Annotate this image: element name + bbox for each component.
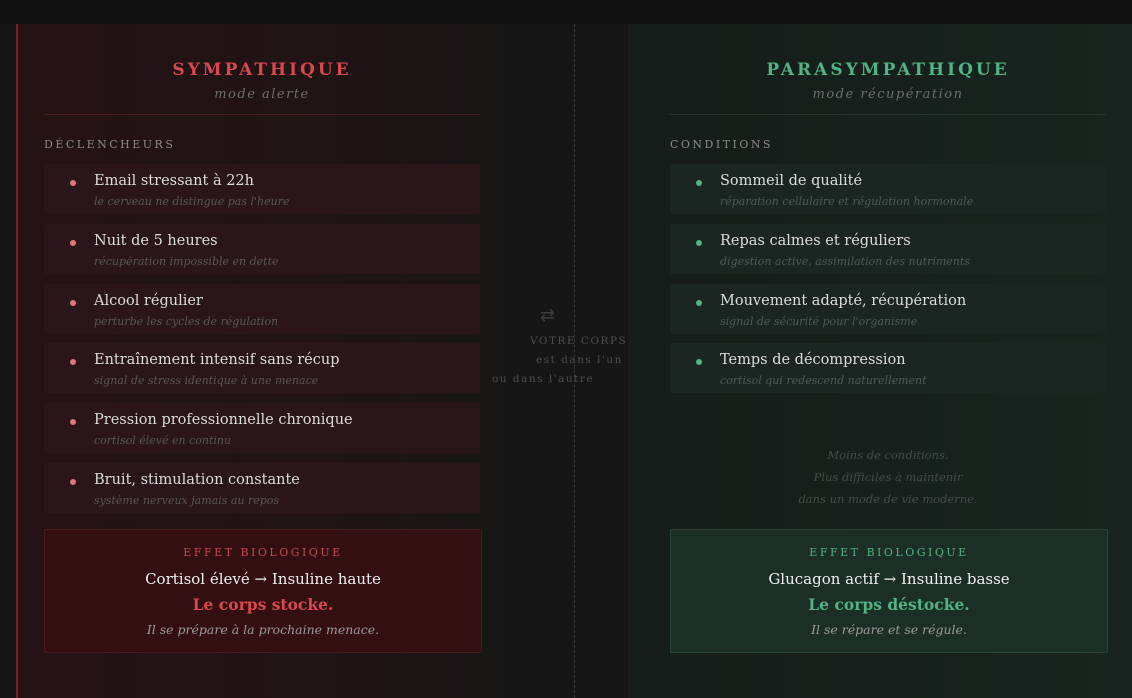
bullet-dot-icon	[70, 240, 76, 246]
condition-item	[670, 284, 1106, 334]
trigger-item	[44, 403, 480, 453]
trigger-item	[44, 224, 480, 274]
effect-subtext: Il se répare et se régule.	[811, 622, 967, 637]
bullet-dot-icon	[70, 180, 76, 186]
effect-headline: Le corps stocke.	[192, 595, 334, 614]
bullet-dot-icon	[70, 300, 76, 306]
item-subtitle: récupération impossible en dette	[94, 255, 279, 268]
item-title: Mouvement adapté, récupération	[720, 293, 967, 309]
effect-label: EFFET BIOLOGIQUE	[809, 546, 969, 559]
item-title: Repas calmes et réguliers	[720, 233, 911, 249]
item-title: Alcool régulier	[94, 293, 203, 309]
item-title: Nuit de 5 heures	[94, 233, 218, 249]
center-label-3: ou dans l'autre	[492, 373, 595, 385]
sympathetic-effect-box	[44, 529, 482, 653]
item-subtitle: cortisol qui redescend naturellement	[720, 374, 927, 387]
trigger-item	[44, 463, 480, 513]
parasympathetic-subtitle: mode récupération	[812, 87, 964, 102]
note-line-2: Plus difficiles à maintenir	[813, 470, 963, 484]
item-title: Email stressant à 22h	[94, 173, 254, 189]
sympathetic-subtitle: mode alerte	[214, 87, 310, 102]
bullet-dot-icon	[70, 419, 76, 425]
condition-item	[670, 343, 1106, 393]
item-subtitle: digestion active, assimilation des nutriments	[720, 255, 970, 268]
item-subtitle: système nerveux jamais au repos	[94, 494, 280, 507]
bullet-dot-icon	[70, 479, 76, 485]
item-title: Bruit, stimulation constante	[94, 472, 300, 488]
bullet-dot-icon	[696, 359, 702, 365]
item-subtitle: le cerveau ne distingue pas l'heure	[94, 195, 290, 208]
trigger-item	[44, 284, 480, 334]
sympathetic-title-text: SYMPATHIQUE	[172, 60, 352, 80]
trigger-item	[44, 164, 480, 214]
item-subtitle: perturbe les cycles de régulation	[94, 315, 279, 328]
center-label-1: VOTRE CORPS	[530, 335, 628, 347]
bullet-dot-icon	[696, 180, 702, 186]
sympathetic-section-label: DÉCLENCHEURS	[44, 138, 176, 151]
effect-line: Cortisol élevé → Insuline haute	[145, 570, 381, 588]
effect-subtext: Il se prépare à la prochaine menace.	[146, 622, 380, 637]
item-subtitle: cortisol élevé en continu	[94, 434, 232, 447]
effect-label: EFFET BIOLOGIQUE	[183, 546, 343, 559]
item-subtitle: signal de stress identique à une menace	[94, 374, 319, 387]
parasympathetic-effect-box	[670, 529, 1108, 653]
condition-item	[670, 164, 1106, 214]
swap-arrows-icon: ⇄	[540, 305, 556, 326]
trigger-item	[44, 343, 480, 393]
effect-headline: Le corps déstocke.	[808, 595, 970, 614]
note-line-3: dans un mode de vie moderne.	[798, 492, 978, 506]
item-subtitle: réparation cellulaire et régulation hormonale	[720, 195, 974, 208]
item-subtitle: signal de sécurité pour l'organisme	[720, 315, 918, 328]
item-title: Temps de décompression	[720, 352, 906, 368]
note-line-1: Moins de conditions.	[827, 448, 949, 462]
item-title: Entraînement intensif sans récup	[94, 352, 340, 368]
item-title: Pression professionnelle chronique	[94, 412, 353, 428]
sympathetic-items	[44, 0, 480, 698]
effect-line: Glucagon actif → Insuline basse	[768, 570, 1010, 588]
bullet-dot-icon	[696, 240, 702, 246]
condition-item	[670, 224, 1106, 274]
item-title: Sommeil de qualité	[720, 173, 863, 189]
parasympathetic-items	[670, 0, 1106, 698]
parasympathetic-title: PARASYMPATHIQUE	[766, 60, 1010, 80]
bullet-dot-icon	[70, 359, 76, 365]
center-label-2: est dans l'un	[536, 354, 623, 366]
parasympathetic-section-label: CONDITIONS	[670, 138, 774, 151]
bullet-dot-icon	[696, 300, 702, 306]
